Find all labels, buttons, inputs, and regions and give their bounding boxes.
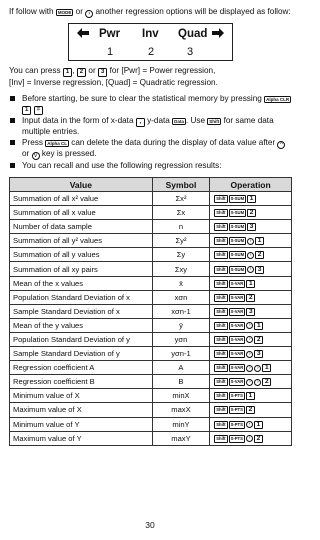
table-row: [10, 332, 292, 346]
row-symbol: xσn: [152, 290, 210, 304]
function-key: Shift: [216, 280, 226, 286]
function-key: S-SUM: [230, 196, 245, 202]
row-value: Number of data sample: [10, 220, 153, 234]
row-operation: [210, 431, 292, 445]
row-symbol: n: [152, 220, 210, 234]
row-value: Summation of all x² value: [10, 192, 153, 206]
row-operation: [210, 403, 292, 417]
number-key: 3: [254, 350, 263, 358]
number-key: 1: [246, 392, 255, 400]
row-value: Mean of the x values: [10, 276, 153, 290]
table-row: [10, 389, 292, 403]
row-operation: [210, 389, 292, 403]
number-key: 2: [255, 251, 264, 259]
row-value: Maximum value of Y: [10, 431, 153, 445]
table-row: [10, 417, 292, 431]
bullet-1-text: Before starting, be sure to clear the statistical memory by pressing: [22, 94, 262, 103]
data-key-icon: Data: [174, 119, 184, 124]
row-symbol: minX: [152, 389, 210, 403]
function-key: Shift: [216, 322, 226, 328]
right-arrow-key-icon: ›: [247, 238, 254, 245]
table-row: [10, 234, 292, 248]
row-operation: [210, 361, 292, 375]
intro-or: or: [75, 7, 83, 16]
function-key: S-PTS: [230, 421, 243, 427]
function-key: S-VAR: [230, 379, 244, 385]
menu-number-3: 3: [187, 46, 194, 58]
press-text: You can press: [9, 66, 61, 75]
row-operation: [210, 234, 292, 248]
mode-key: MODE: [57, 10, 72, 15]
right-arrow-key-icon: ›: [254, 379, 261, 386]
bullet-recall: [9, 161, 292, 171]
row-operation: [210, 417, 292, 431]
function-key: Shift: [216, 266, 226, 272]
function-key: S-VAR: [230, 365, 244, 371]
row-value: Regression coefficient B: [10, 375, 153, 389]
number-key: 2: [254, 336, 263, 344]
table-row: [10, 262, 292, 276]
table-row: [10, 290, 292, 304]
function-key: Shift: [216, 238, 226, 244]
row-operation: [210, 220, 292, 234]
row-operation: [210, 290, 292, 304]
row-value: Sample Standard Deviation of x: [10, 304, 153, 318]
function-key: S-SUM: [230, 252, 245, 258]
row-operation: [210, 318, 292, 332]
bullet-clear-memory: [9, 94, 292, 115]
bullet-3-text-a: Press: [22, 138, 43, 147]
number-key: 2: [254, 435, 263, 443]
number-key: 2: [247, 209, 256, 217]
function-key: Shift: [216, 196, 226, 202]
function-key: Shift: [216, 308, 226, 314]
bullet-input-data: [9, 116, 292, 137]
table-header-row: [10, 178, 292, 192]
press-sep: ,: [72, 66, 75, 75]
number-key: 1: [262, 364, 271, 372]
bullet-4-text: You can recall and use the following regression results:: [22, 161, 222, 170]
table-row: [10, 276, 292, 290]
header-symbol: Symbol: [152, 178, 210, 192]
bullet-2-text-b: y-data: [147, 116, 170, 125]
page-number: 30: [145, 520, 155, 530]
right-arrow-key-icon: ›: [246, 322, 253, 329]
function-key: Shift: [216, 336, 226, 342]
table-row: [10, 220, 292, 234]
number-key: 2: [246, 294, 255, 302]
row-operation: [210, 192, 292, 206]
row-operation: [210, 206, 292, 220]
row-operation: [210, 248, 292, 262]
up-arrow-key-icon: ^: [277, 141, 285, 149]
number-key: 1: [247, 195, 256, 203]
function-key: S-VAR: [230, 351, 244, 357]
row-value: Summation of all xy pairs: [10, 262, 153, 276]
menu-number-2: 2: [148, 46, 155, 58]
right-arrow-key-icon: ›: [246, 351, 253, 358]
row-symbol: maxY: [152, 431, 210, 445]
function-key: S-SUM: [230, 266, 245, 272]
manual-page: [9, 6, 292, 446]
row-symbol: ȳ: [152, 318, 210, 332]
function-key: S-SUM: [230, 210, 245, 216]
row-value: Maximum value of X: [10, 403, 153, 417]
row-value: Mean of the y values: [10, 318, 153, 332]
function-key: S-SUM: [230, 238, 245, 244]
bullet-3-text-b: can delete the data during the display of data value after: [71, 138, 276, 147]
function-key: S-VAR: [230, 336, 244, 342]
right-arrow-key-icon: ›: [246, 365, 253, 372]
row-symbol: maxX: [152, 403, 210, 417]
number-key: 2: [246, 406, 255, 414]
bullet-2-text-c: . Use: [185, 116, 206, 125]
right-arrow-key-icon: ›: [254, 365, 261, 372]
function-key: Shift: [216, 252, 226, 258]
right-arrow-key-icon: ›: [85, 10, 93, 18]
row-symbol: yσn: [152, 332, 210, 346]
right-arrow-key-icon: ›: [246, 435, 253, 442]
left-arrow-icon: [77, 28, 89, 41]
function-key: Shift: [216, 224, 226, 230]
header-operation: Operation: [210, 178, 292, 192]
number-key: 3: [255, 266, 264, 274]
row-symbol: Σy²: [152, 234, 210, 248]
row-symbol: Σxy: [152, 262, 210, 276]
table-row: [10, 361, 292, 375]
comma-key-icon: ,: [136, 118, 145, 127]
key-2: 2: [77, 68, 86, 77]
function-key: S-VAR: [230, 322, 244, 328]
function-key: S-PTS: [230, 393, 243, 399]
menu-item-inv: Inv: [142, 28, 159, 40]
press-paragraph: [9, 65, 292, 88]
function-key: S-VAR: [230, 280, 244, 286]
row-symbol: yσn-1: [152, 347, 210, 361]
bullet-2-text-a: Input data in the form of x-data: [22, 116, 134, 125]
header-value: Value: [10, 178, 153, 192]
row-value: Regression coefficient A: [10, 361, 153, 375]
row-operation: [210, 332, 292, 346]
row-symbol: Σx: [152, 206, 210, 220]
table-body: [10, 192, 292, 446]
bullet-3-text-d: key is pressed.: [41, 149, 97, 158]
table-row: [10, 375, 292, 389]
row-value: Sample Standard Deviation of y: [10, 347, 153, 361]
right-arrow-key-icon: ›: [246, 421, 253, 428]
function-key: S-VAR: [230, 294, 244, 300]
right-arrow-key-icon: ›: [247, 252, 254, 259]
function-key: Shift: [216, 435, 226, 441]
regression-menu-display: [68, 23, 233, 61]
row-symbol: A: [152, 361, 210, 375]
function-key: Shift: [216, 365, 226, 371]
row-operation: [210, 375, 292, 389]
row-symbol: B: [152, 375, 210, 389]
key-1: 1: [22, 106, 31, 115]
function-key: S-VAR: [230, 308, 244, 314]
instruction-list: [9, 94, 292, 171]
function-key: Shift: [216, 393, 226, 399]
number-key: 1: [254, 322, 263, 330]
bullet-delete-data: [9, 138, 292, 160]
press-line-2: [Inv] = Inverse regression, [Quad] = Quadratic regression.: [9, 78, 218, 87]
regression-results-table: [9, 177, 292, 446]
down-arrow-key-icon: v: [32, 152, 40, 160]
intro-text: If follow with: [9, 7, 54, 16]
number-key: 1: [255, 237, 264, 245]
bullet-3-text-c: or: [22, 149, 30, 158]
shift-key: Shift: [209, 119, 220, 124]
number-key: 2: [262, 378, 271, 386]
row-value: Summation of all x value: [10, 206, 153, 220]
press-or: or: [88, 66, 96, 75]
key-3: 3: [98, 68, 107, 77]
right-arrow-icon: [212, 28, 224, 41]
table-row: [10, 403, 292, 417]
row-symbol: x̄: [152, 276, 210, 290]
function-key: S-PTS: [230, 407, 243, 413]
function-key: Shift: [216, 407, 226, 413]
equals-key: =: [34, 106, 44, 115]
press-text-b: for [Pwr] = Power regression,: [109, 66, 216, 75]
function-key: S-PTS: [230, 435, 243, 441]
number-key: 3: [247, 223, 256, 231]
table-row: [10, 206, 292, 220]
table-row: [10, 431, 292, 445]
row-operation: [210, 347, 292, 361]
row-operation: [210, 262, 292, 276]
right-arrow-key-icon: ›: [247, 266, 254, 273]
row-value: Summation of all y² values: [10, 234, 153, 248]
table-row: [10, 248, 292, 262]
function-key: Shift: [216, 351, 226, 357]
function-key: S-SUM: [230, 224, 245, 230]
function-key: Shift: [216, 294, 226, 300]
table-row: [10, 347, 292, 361]
menu-item-pwr: Pwr: [99, 28, 121, 40]
row-symbol: xσn-1: [152, 304, 210, 318]
number-key: 1: [254, 421, 263, 429]
right-arrow-key-icon: ›: [246, 379, 253, 386]
key-1: 1: [63, 68, 72, 77]
row-symbol: Σx²: [152, 192, 210, 206]
bullet-2-text-d: for same data multiple entries.: [22, 116, 274, 136]
right-arrow-key-icon: ›: [246, 336, 253, 343]
row-value: Minimum value of X: [10, 389, 153, 403]
row-operation: [210, 304, 292, 318]
row-value: Population Standard Deviation of y: [10, 332, 153, 346]
table-row: [10, 192, 292, 206]
row-value: Minimum value of Y: [10, 417, 153, 431]
row-operation: [210, 276, 292, 290]
intro-paragraph: [9, 6, 292, 18]
row-value: Population Standard Deviation of x: [10, 290, 153, 304]
alpha-cl-key: Alpha CL: [47, 141, 67, 146]
function-key: Shift: [216, 421, 226, 427]
row-value: Summation of all y values: [10, 248, 153, 262]
function-key: Shift: [216, 379, 226, 385]
number-key: 3: [246, 308, 255, 316]
row-symbol: minY: [152, 417, 210, 431]
table-row: [10, 318, 292, 332]
number-key: 1: [246, 280, 255, 288]
table-row: [10, 304, 292, 318]
alpha-clr-key: Alpha CLR: [266, 97, 290, 102]
intro-text-2: another regression options will be displayed as follow:: [95, 7, 291, 16]
function-key: Shift: [216, 210, 226, 216]
row-symbol: Σy: [152, 248, 210, 262]
menu-item-quad: Quad: [178, 28, 208, 40]
menu-number-1: 1: [107, 46, 114, 58]
